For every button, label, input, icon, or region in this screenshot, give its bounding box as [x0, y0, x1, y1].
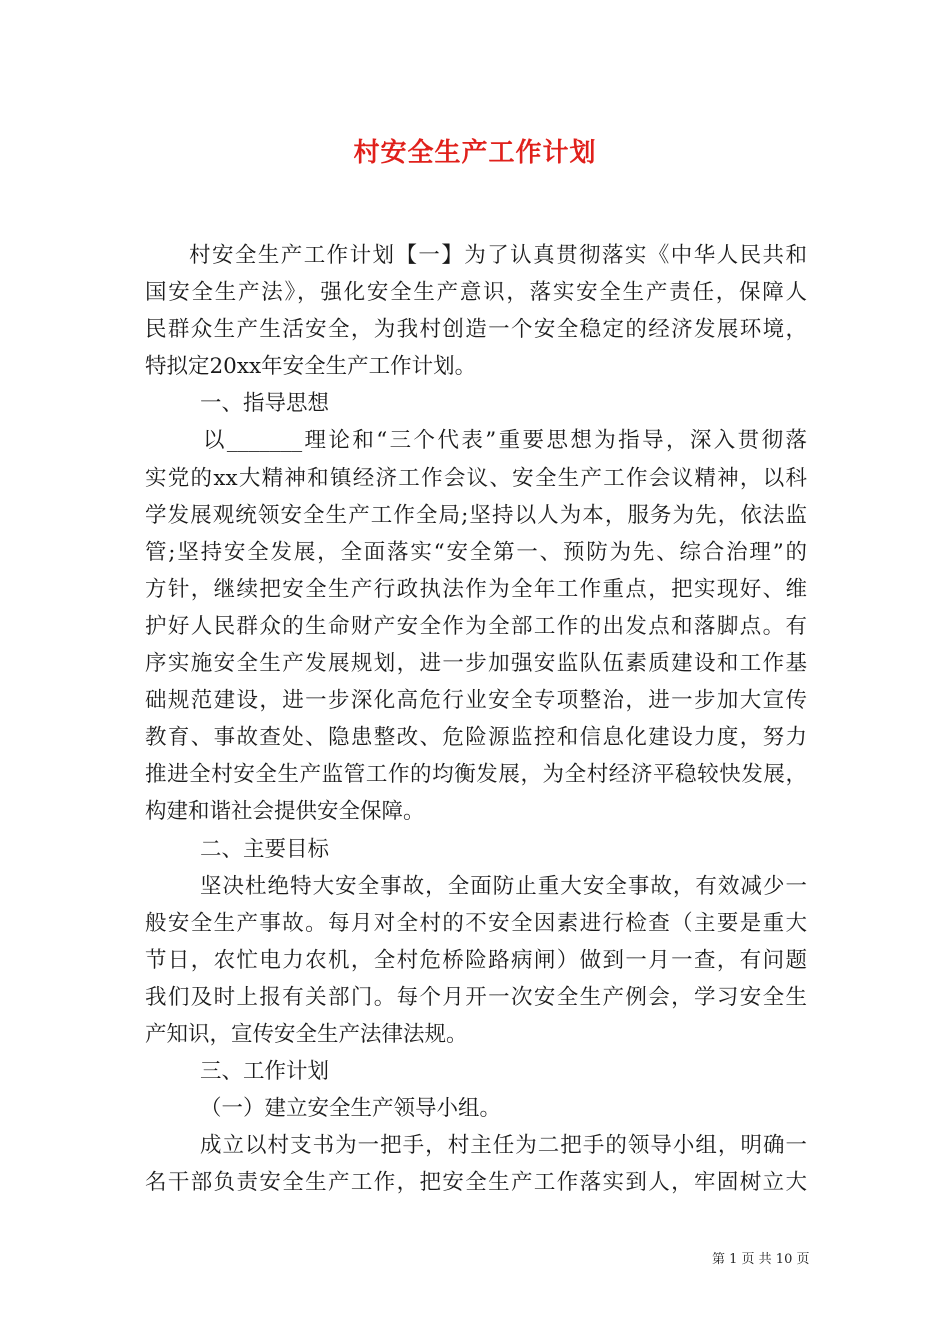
text-line: 节日，农忙电力农机，全村危桥险路病闸）做到一月一查，有问题	[145, 947, 807, 973]
text-line: 实党的xx大精神和镇经济工作会议、安全生产工作会议精神，以科	[145, 465, 807, 491]
text-line: 以_______理论和“三个代表”重要思想为指导，深入贯彻落	[203, 428, 807, 454]
text-line: 推进全村安全生产监管工作的均衡发展，为全村经济平稳较快发展，	[145, 762, 807, 788]
text-line: 管;坚持安全发展，全面落实“安全第一、预防为先、综合治理”的	[145, 539, 807, 565]
text-line: 教育、事故查处、隐患整改、危险源监控和信息化建设力度，努力	[145, 725, 807, 751]
document-title: 村安全生产工作计划	[353, 138, 597, 168]
text-line: 特拟定20xx年安全生产工作计划。	[145, 354, 477, 380]
text-line: 序实施安全生产发展规划，进一步加强安监队伍素质建设和工作基	[145, 651, 807, 677]
text-line: 民群众生产生活安全，为我村创造一个安全稳定的经济发展环境，	[145, 317, 807, 343]
text-line: 三、工作计划	[200, 1059, 330, 1085]
text-line: 坚决杜绝特大安全事故，全面防止重大安全事故，有效减少一	[200, 873, 807, 899]
text-line: 构建和谐社会提供安全保障。	[145, 799, 425, 825]
text-line: 护好人民群众的生命财产安全作为全部工作的出发点和落脚点。有	[145, 613, 807, 639]
text-line: 产知识，宣传安全生产法律法规。	[145, 1021, 468, 1047]
text-line: 方针，继续把安全生产行政执法作为全年工作重点，把实现好、维	[145, 576, 807, 602]
text-line: 学发展观统领安全生产工作全局;坚持以人为本，服务为先，依法监	[145, 502, 807, 528]
text-line: （一）建立安全生产领导小组。	[200, 1096, 502, 1122]
text-line: 成立以村支书为一把手，村主任为二把手的领导小组，明确一	[200, 1133, 807, 1159]
document-body	[145, 237, 807, 1201]
text-line: 般安全生产事故。每月对全村的不安全因素进行检查（主要是重大	[145, 910, 807, 936]
text-line: 我们及时上报有关部门。每个月开一次安全生产例会，学习安全生	[145, 984, 807, 1010]
text-line: 础规范建设，进一步深化高危行业安全专项整治，进一步加大宣传	[145, 688, 807, 714]
page-footer: 第 1 页 共 10 页	[712, 1252, 810, 1267]
text-line: 一、指导思想	[200, 391, 330, 417]
text-line: 二、主要目标	[200, 836, 330, 862]
text-line: 村安全生产工作计划【一】为了认真贯彻落实《中华人民共和	[189, 243, 807, 268]
text-line: 国安全生产法》，强化安全生产意识，落实安全生产责任，保障人	[145, 280, 807, 306]
text-line: 名干部负责安全生产工作，把安全生产工作落实到人，牢固树立大	[145, 1170, 807, 1196]
